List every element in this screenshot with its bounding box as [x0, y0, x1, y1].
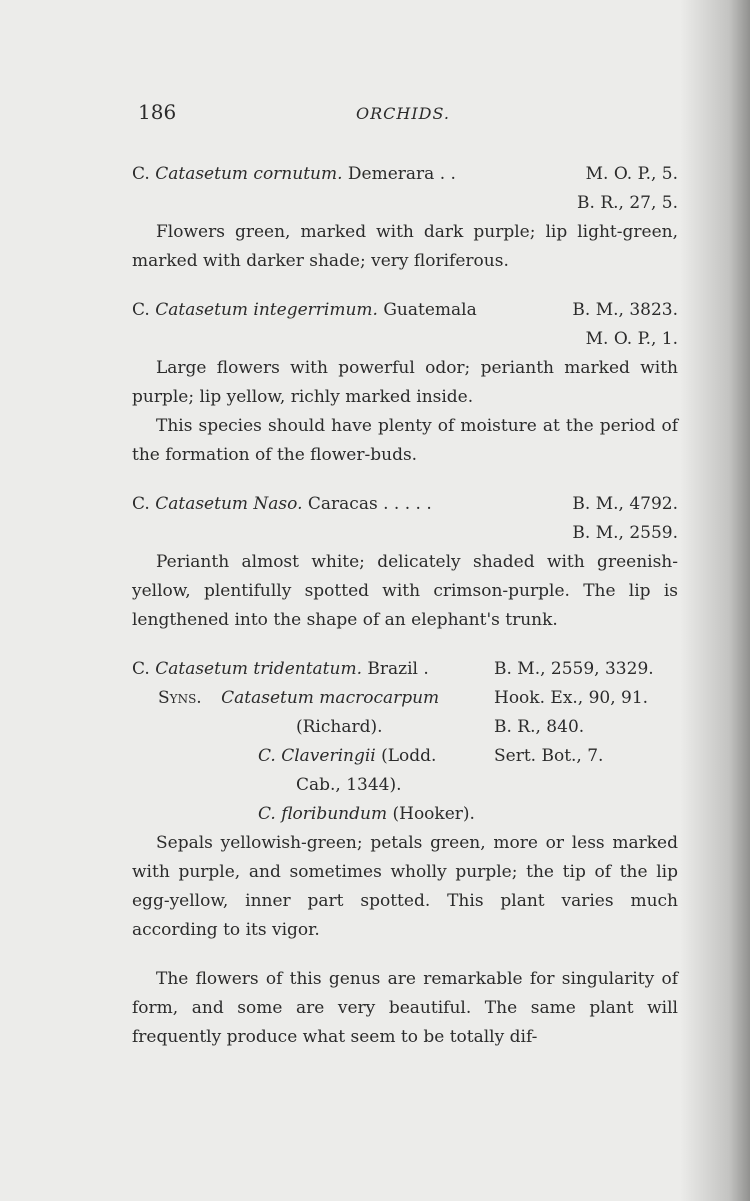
locality: Caracas . . . . . [307, 494, 432, 514]
reference: B. R., 840. [494, 717, 585, 737]
reference: B. M., 3823. [572, 300, 678, 320]
synonym-name: Catasetum macrocarpum [221, 688, 440, 708]
reference-list [538, 160, 678, 218]
running-head: ORCHIDS. [356, 104, 450, 123]
locality: Guatemala [383, 300, 477, 320]
synonym-author-cont: Cab., 1344). [296, 775, 402, 795]
cultivation-note: This species should have plenty of moisture at the period of the formation of the flower-buds. [132, 416, 678, 465]
reference: B. M., 2559. [572, 523, 678, 543]
page-header [138, 100, 678, 126]
genus-prefix: C. [132, 659, 150, 679]
locality: Brazil . [367, 659, 429, 679]
reference: B. R., 27, 5. [577, 193, 678, 213]
species-description: Sepals yellowish-green; petals green, more or less marked with purple, and sometimes wholly purple; the tip of the lip egg-yellow, inner part spotted. This plant varies much according to its vigor. [132, 833, 678, 940]
genus-prefix: C. [132, 494, 150, 514]
reference: B. M., 4792. [572, 494, 678, 514]
genus-prefix: C. [132, 300, 150, 320]
species-name: Catasetum tridentatum. [155, 659, 362, 679]
species-entry-naso [132, 490, 678, 635]
synonym-author: (Lodd. [381, 746, 437, 766]
species-name: Catasetum integerrimum. [155, 300, 378, 320]
reference: M. O. P., 1. [585, 329, 678, 349]
species-entry-cornutum [132, 160, 678, 276]
genus-prefix: C. [132, 164, 150, 184]
reference: M. O. P., 5. [585, 164, 678, 184]
reference: Hook. Ex., 90, 91. [494, 688, 649, 708]
reference: B. M., 2559, 3329. [494, 659, 654, 679]
reference-list [538, 296, 678, 354]
reference: Sert. Bot., 7. [494, 746, 604, 766]
species-entry-integerrimum [132, 296, 678, 470]
synonyms-block [132, 684, 678, 829]
synonym-name: C. Claveringii [258, 746, 376, 766]
page-shadow-edge [680, 0, 750, 1201]
locality: Demerara . . [347, 164, 456, 184]
species-name: Catasetum cornutum. [155, 164, 343, 184]
reference-list [538, 490, 678, 548]
species-description: Large flowers with powerful odor; perianth marked with purple; lip yellow, richly marked inside. [132, 358, 678, 407]
reference-list [494, 684, 678, 829]
page-number: 186 [138, 100, 177, 124]
reference-first [494, 655, 678, 684]
species-entry-tridentatum [132, 655, 678, 945]
species-description: Perianth almost white; delicately shaded with greenish-yellow, plentifully spotted with crimson-purple. The lip is lengthened into the shape of an elephant's trunk. [132, 552, 678, 630]
genus-closing-paragraph: The flowers of this genus are remarkable for singularity of form, and some are very beautiful. The same plant will frequently produce what seem to be totally dif- [132, 969, 678, 1047]
page-body [132, 160, 678, 1052]
synonym-author: (Hooker). [392, 804, 475, 824]
species-description: Flowers green, marked with dark purple; lip light-green, marked with darker shade; very floriferous. [132, 222, 678, 271]
synonym-name: C. floribundum [258, 804, 388, 824]
synonyms-label: Syns. [158, 688, 202, 708]
synonym-author: (Richard). [296, 717, 383, 737]
species-name: Catasetum Naso. [155, 494, 303, 514]
